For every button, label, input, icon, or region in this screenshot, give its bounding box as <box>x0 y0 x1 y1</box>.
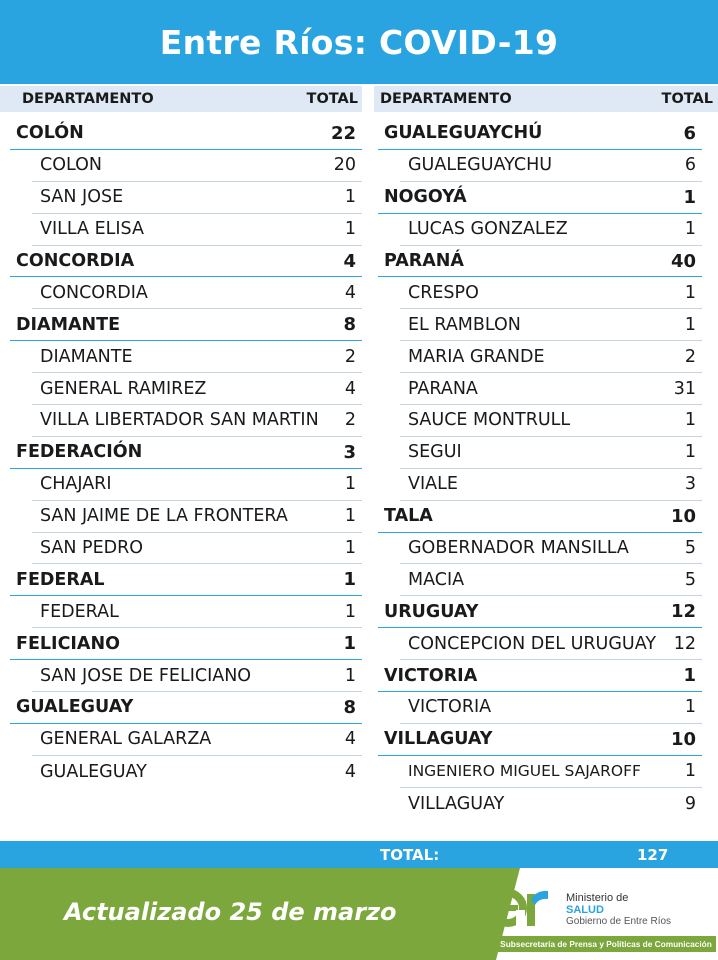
locality-name: VILLA ELISA <box>40 219 144 240</box>
title-banner <box>0 0 718 84</box>
locality-total: 5 <box>684 569 696 590</box>
locality-total: 9 <box>684 793 696 814</box>
locality-row <box>400 437 702 469</box>
locality-name: COLON <box>40 155 102 176</box>
locality-name: VILLAGUAY <box>408 793 505 814</box>
locality-total: 1 <box>344 665 356 686</box>
locality-name: VILLA LIBERTADOR SAN MARTIN <box>40 410 319 431</box>
locality-total: 1 <box>684 410 696 431</box>
locality-total: 6 <box>684 155 696 176</box>
total-bar <box>0 841 718 868</box>
locality-row <box>400 533 702 565</box>
subsecretaria-banner: Subsecretaría de Prensa y Políticas de Comunicación <box>496 936 716 952</box>
department-total: 10 <box>670 728 696 750</box>
department-row <box>10 118 362 150</box>
updated-date: Actualizado 25 de marzo <box>64 898 397 926</box>
logo-ministerio: Ministerio de <box>566 892 629 904</box>
department-row <box>10 309 362 341</box>
page-title: Entre Ríos: COVID-19 <box>159 22 559 62</box>
locality-name: GENERAL GALARZA <box>40 729 212 750</box>
total-header: TOTAL <box>661 91 713 107</box>
locality-row <box>32 533 362 565</box>
locality-name: CHAJARI <box>40 474 112 495</box>
locality-total: 1 <box>344 219 356 240</box>
locality-total: 1 <box>684 761 696 782</box>
locality-row <box>400 628 702 660</box>
locality-total: 4 <box>344 282 356 303</box>
locality-total: 1 <box>344 474 356 495</box>
locality-name: GUALEGUAYCHU <box>408 155 553 176</box>
department-name: CONCORDIA <box>16 251 135 271</box>
locality-row <box>32 214 362 246</box>
locality-name: CRESPO <box>408 282 479 303</box>
locality-name: SAUCE MONTRULL <box>408 410 571 431</box>
locality-total: 1 <box>344 187 356 208</box>
department-name: VILLAGUAY <box>384 729 493 750</box>
locality-total: 3 <box>684 474 696 495</box>
locality-row <box>400 564 702 596</box>
locality-total: 20 <box>333 155 356 176</box>
department-row <box>10 564 362 596</box>
department-row <box>378 724 702 756</box>
ministerio-salud-logo-icon <box>486 878 556 942</box>
locality-row <box>400 756 702 788</box>
department-name: GUALEGUAYCHÚ <box>384 123 543 144</box>
department-total: 1 <box>683 186 696 208</box>
locality-name: CONCORDIA <box>40 282 148 303</box>
locality-name: VIALE <box>408 474 458 495</box>
column-header-right <box>374 86 718 112</box>
locality-total: 4 <box>344 729 356 750</box>
department-row <box>10 437 362 469</box>
department-total: 6 <box>683 122 696 144</box>
locality-row <box>400 788 702 820</box>
department-name: FELICIANO <box>16 633 120 654</box>
locality-row <box>32 373 362 405</box>
department-total: 8 <box>343 696 356 718</box>
department-name: DIAMANTE <box>16 314 121 335</box>
locality-row <box>32 405 362 437</box>
departamento-header: DEPARTAMENTO <box>380 91 512 107</box>
locality-row <box>400 214 702 246</box>
department-total: 10 <box>670 505 696 527</box>
department-total: 1 <box>343 569 356 591</box>
department-row <box>378 660 702 692</box>
total-label: TOTAL: <box>380 846 440 864</box>
department-row <box>378 246 702 278</box>
department-name: PARANÁ <box>384 251 464 271</box>
locality-total: 2 <box>344 410 356 431</box>
locality-row <box>400 150 702 182</box>
locality-total: 1 <box>684 697 696 718</box>
locality-name: MACIA <box>408 569 465 590</box>
locality-total: 4 <box>344 378 356 399</box>
locality-row <box>32 277 362 309</box>
logo-gobierno: Gobierno de Entre Ríos <box>566 916 672 927</box>
locality-row <box>400 469 702 501</box>
locality-row <box>32 596 362 628</box>
locality-row <box>32 150 362 182</box>
locality-name: SAN JOSE DE FELICIANO <box>40 665 252 686</box>
department-row <box>378 118 702 150</box>
total-header: TOTAL <box>306 91 358 107</box>
department-total: 12 <box>670 601 696 623</box>
locality-row <box>400 373 702 405</box>
department-row <box>10 692 362 724</box>
column-header-left <box>0 86 362 112</box>
locality-total: 5 <box>684 538 696 559</box>
locality-row <box>400 309 702 341</box>
locality-row <box>32 756 362 788</box>
department-name: FEDERACIÓN <box>16 442 143 463</box>
department-name: NOGOYÁ <box>384 187 467 208</box>
locality-total: 12 <box>673 633 696 654</box>
department-row <box>378 182 702 214</box>
locality-name: GENERAL RAMIREZ <box>40 378 207 399</box>
locality-name: GUALEGUAY <box>40 761 147 782</box>
department-total: 8 <box>343 314 356 336</box>
locality-name: PARANA <box>408 378 478 399</box>
department-total: 1 <box>683 665 696 687</box>
locality-total: 1 <box>684 282 696 303</box>
locality-name: GOBERNADOR MANSILLA <box>408 538 629 559</box>
departamento-header: DEPARTAMENTO <box>22 91 154 107</box>
locality-name: CONCEPCION DEL URUGUAY <box>408 633 657 654</box>
locality-row <box>32 182 362 214</box>
department-total: 1 <box>343 633 356 655</box>
locality-name: LUCAS GONZALEZ <box>408 219 568 240</box>
locality-name: VICTORIA <box>408 697 492 718</box>
department-name: VICTORIA <box>384 665 478 686</box>
locality-row <box>32 724 362 756</box>
total-value: 127 <box>637 846 669 864</box>
department-row <box>10 628 362 660</box>
department-name: URUGUAY <box>384 601 479 622</box>
department-total: 40 <box>670 250 696 272</box>
locality-row <box>400 341 702 373</box>
locality-total: 1 <box>684 314 696 335</box>
locality-name: SAN JAIME DE LA FRONTERA <box>40 506 288 527</box>
locality-row <box>32 341 362 373</box>
locality-total: 4 <box>344 761 356 782</box>
department-name: TALA <box>384 506 433 527</box>
locality-total: 1 <box>344 506 356 527</box>
department-name: FEDERAL <box>16 569 105 590</box>
locality-total: 1 <box>684 219 696 240</box>
locality-total: 1 <box>684 442 696 463</box>
locality-row <box>400 405 702 437</box>
department-total: 4 <box>343 250 356 272</box>
department-name: COLÓN <box>16 123 84 144</box>
department-total: 22 <box>330 122 356 144</box>
right-department-list <box>378 118 702 820</box>
locality-name: FEDERAL <box>40 601 119 622</box>
locality-name: MARIA GRANDE <box>408 346 545 367</box>
locality-total: 31 <box>673 378 696 399</box>
department-row <box>10 246 362 278</box>
locality-name: EL RAMBLON <box>408 314 521 335</box>
locality-name: SAN PEDRO <box>40 538 144 559</box>
locality-total: 2 <box>344 346 356 367</box>
locality-row <box>400 277 702 309</box>
locality-row <box>32 660 362 692</box>
locality-name: SAN JOSE <box>40 187 124 208</box>
department-row <box>378 596 702 628</box>
locality-row <box>32 469 362 501</box>
locality-total: 1 <box>344 538 356 559</box>
department-row <box>378 501 702 533</box>
locality-row <box>32 501 362 533</box>
department-total: 3 <box>343 441 356 463</box>
logo-salud: SALUD <box>566 904 604 916</box>
locality-name: INGENIERO MIGUEL SAJAROFF <box>408 762 641 781</box>
locality-total: 1 <box>344 601 356 622</box>
left-department-list <box>10 118 362 788</box>
department-name: GUALEGUAY <box>16 697 134 718</box>
locality-total: 2 <box>684 346 696 367</box>
locality-name: SEGUI <box>408 442 462 463</box>
locality-row <box>400 692 702 724</box>
locality-name: DIAMANTE <box>40 346 133 367</box>
